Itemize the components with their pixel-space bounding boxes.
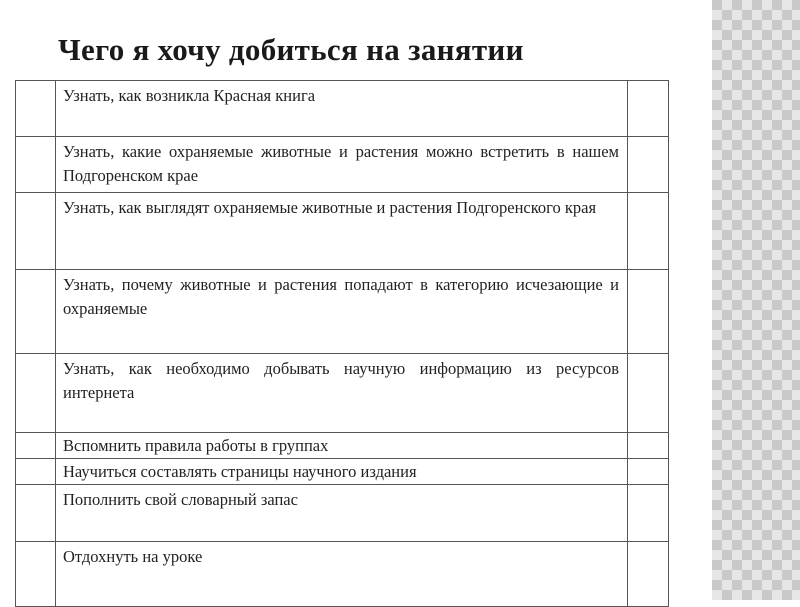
goal-cell	[56, 485, 628, 542]
goal-mark-cell[interactable]	[628, 354, 669, 433]
goal-text: Пополнить свой словарный запас	[63, 490, 298, 509]
goal-text: Научиться составлять страницы научного издания	[63, 462, 417, 481]
table-row	[16, 542, 669, 607]
row-number-cell	[16, 137, 56, 193]
goal-cell	[56, 270, 628, 354]
table-row	[16, 433, 669, 459]
goal-mark-cell[interactable]	[628, 433, 669, 459]
goal-cell	[56, 137, 628, 193]
goal-cell	[56, 433, 628, 459]
row-number-cell	[16, 81, 56, 137]
goal-cell	[56, 81, 628, 137]
goal-text: Узнать, почему животные и растения попадают в категорию исчезающие и охраняемые	[63, 275, 619, 318]
goal-mark-cell[interactable]	[628, 459, 669, 485]
goal-mark-cell[interactable]	[628, 137, 669, 193]
goal-text: Вспомнить правила работы в группах	[63, 436, 329, 455]
table-row	[16, 81, 669, 137]
goal-text: Отдохнуть на уроке	[63, 547, 203, 566]
row-number-cell	[16, 270, 56, 354]
table-row	[16, 193, 669, 270]
row-number-cell	[16, 433, 56, 459]
goal-cell	[56, 354, 628, 433]
goal-cell	[56, 193, 628, 270]
table-row	[16, 485, 669, 542]
goal-mark-cell[interactable]	[628, 485, 669, 542]
row-number-cell	[16, 354, 56, 433]
goals-table	[15, 80, 669, 607]
goal-mark-cell[interactable]	[628, 193, 669, 270]
goal-mark-cell[interactable]	[628, 542, 669, 607]
table-row	[16, 354, 669, 433]
goal-text: Узнать, как необходимо добывать научную информацию из ресурсов интернета	[63, 359, 619, 402]
slide-title: Чего я хочу добиться на занятии	[58, 32, 524, 67]
row-number-cell	[16, 459, 56, 485]
goal-mark-cell[interactable]	[628, 270, 669, 354]
goal-text: Узнать, как выглядят охраняемые животные и растения Подгоренского края	[63, 198, 597, 217]
goal-text: Узнать, какие охраняемые животные и растения можно встретить в нашем Подгоренском крае	[63, 142, 619, 185]
table-row	[16, 270, 669, 354]
row-number-cell	[16, 542, 56, 607]
table-row	[16, 137, 669, 193]
decorative-pattern-strip	[712, 0, 800, 600]
goal-mark-cell[interactable]	[628, 81, 669, 137]
row-number-cell	[16, 193, 56, 270]
row-number-cell	[16, 485, 56, 542]
table-row	[16, 459, 669, 485]
goal-cell	[56, 459, 628, 485]
goal-cell	[56, 542, 628, 607]
goal-text: Узнать, как возникла Красная книга	[63, 86, 316, 105]
